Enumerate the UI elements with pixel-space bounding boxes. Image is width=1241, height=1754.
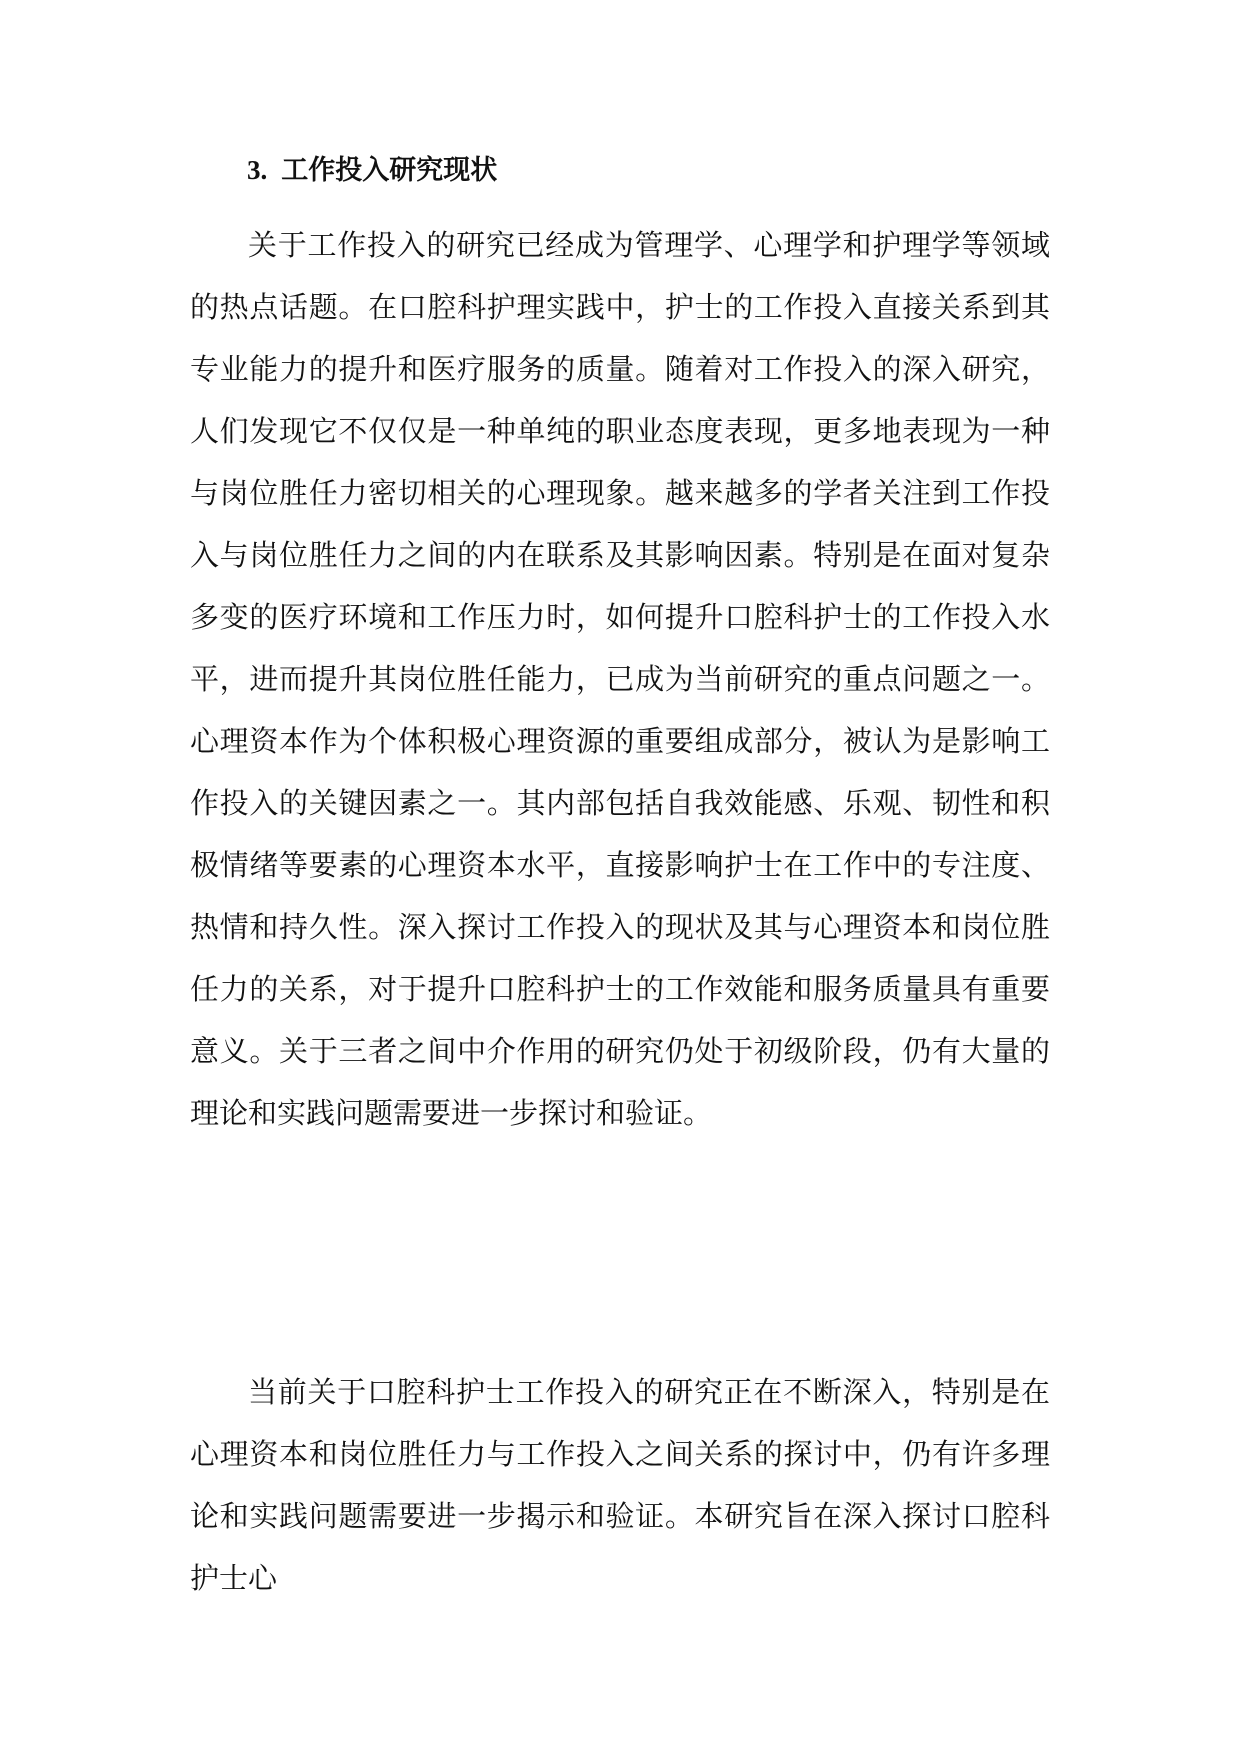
section-heading: [247, 150, 497, 191]
body-paragraph: 当前关于口腔科护士工作投入的研究正在不断深入，特别是在心理资本和岗位胜任力与工作投入之间关系的探讨中，仍有许多理论和实践问题需要进一步揭示和验证。本研究旨在深入探讨口腔科护士心: [190, 1375, 1050, 1595]
section-number: 3.: [247, 155, 268, 185]
section-title: 工作投入研究现状: [281, 155, 498, 186]
body-paragraph: 关于工作投入的研究已经成为管理学、心理学和护理学等领域的热点话题。在口腔科护理实践中，护士的工作投入直接关系到其专业能力的提升和医疗服务的质量。随着对工作投入的深入研究，人们发现它不仅仅是一种单纯的职业态度表现，更多地表现为一种与岗位胜任力密切相关的心理现象。越来越多的学者关注到工作投入与岗位胜任力之间的内在联系及其影响因素。特别是在面对复杂多变的医疗环境和工作压力时，如何提升口腔科护士的工作投入水平，进而提升其岗位胜任能力，已成为当前研究的重点问题之一。心理资本作为个体积极心理资源的重要组成部分，被认为是影响工作投入的关键因素之一。其内部包括自我效能感、乐观、韧性和积极情绪等要素的心理资本水平，直接影响护士在工作中的专注度、热情和持久性。深入探讨工作投入的现状及其与心理资本和岗位胜任力的关系，对于提升口腔科护士的工作效能和服务质量具有重要意义。关于三者之间中介作用的研究仍处于初级阶段，仍有大量的理论和实践问题需要进一步探讨和验证。: [190, 228, 1050, 1130]
